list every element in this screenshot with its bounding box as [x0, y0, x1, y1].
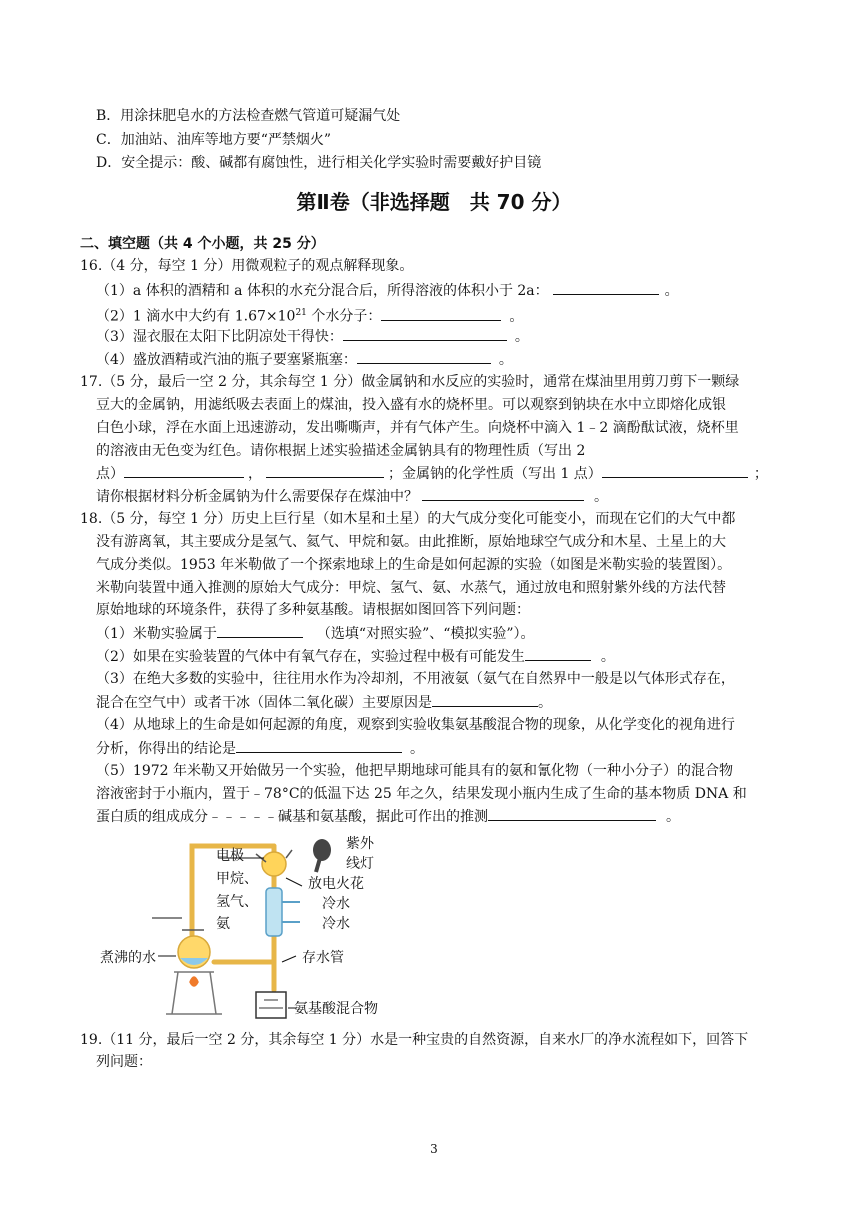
- q19-line-2: 列问题：: [96, 1054, 152, 1070]
- q17-line-5-c: ；金属钠的化学性质（写出 1 点）: [388, 466, 602, 482]
- q16-sub3: [96, 326, 529, 347]
- q18-sub1-text-b: （选填“对照实验”、“模拟实验”）。: [316, 626, 535, 642]
- q18-answer-blank-3[interactable]: [432, 692, 538, 707]
- label-cold-water-2: 冷水: [322, 916, 350, 932]
- q18-line-5: 原始地球的环境条件，获得了多种氨基酸。请根据如图回答下列问题：: [96, 602, 530, 618]
- q18-sub2-text: （2）如果在实验装置的气体中有氧气存在，实验过程中极有可能发生: [96, 649, 525, 665]
- option-d: D．安全提示：酸、碱都有腐蚀性，进行相关化学实验时需要戴好护目镜: [96, 155, 542, 171]
- q16-sub4-text: （4）盛放酒精或汽油的瓶子要塞紧瓶塞：: [96, 352, 357, 368]
- period-mark: 。: [594, 489, 608, 505]
- section-title: 第Ⅱ卷（非选择题 共 70 分）: [296, 190, 572, 214]
- q18-line-4: 米勒向装置中通入推测的原始大气成分：甲烷、氢气、氨、水蒸气，通过放电和照射紫外线的方法代替: [96, 580, 726, 596]
- part2-heading: 二、填空题（共 4 个小题，共 25 分）: [80, 236, 325, 252]
- q17-answer-blank-4[interactable]: [422, 486, 584, 501]
- q18-sub4-text: 分析，你得出的结论是: [96, 741, 236, 757]
- burner-stand: [166, 972, 222, 1014]
- q16-answer-blank-2[interactable]: [381, 306, 501, 321]
- label-ammonia: 氨: [216, 916, 230, 932]
- q18-answer-blank-5[interactable]: [488, 806, 656, 821]
- q16-answer-blank-3[interactable]: [343, 326, 507, 341]
- label-cold-water-1: 冷水: [322, 896, 350, 912]
- q16-sub3-text: （3）湿衣服在太阳下比阴凉处干得快：: [96, 329, 343, 345]
- label-boiling-water: 煮沸的水: [100, 950, 156, 966]
- q16-sub2-exponent: 21: [295, 308, 307, 318]
- condenser: [266, 888, 300, 936]
- label-methane: 甲烷、: [216, 871, 258, 887]
- q17-answer-blank-2[interactable]: [266, 463, 384, 478]
- q16-sub2-text-b: 个水分子：: [306, 308, 382, 325]
- page-number: 3: [430, 1142, 438, 1156]
- q18-sub3-text: 混合在空气中）或者干冰（固体二氧化碳）主要原因是: [96, 695, 432, 711]
- q17-line-2: 豆大的金属钠，用滤纸吸去表面上的煤油，投入盛有水的烧杯里。可以观察到钠块在水中立即熔化成银: [96, 397, 726, 413]
- q17-answer-blank-3[interactable]: [602, 463, 748, 478]
- period-mark: 。: [538, 695, 552, 711]
- label-amino-acid-mixture: 氨基酸混合物: [294, 1001, 378, 1017]
- q16-answer-blank-1[interactable]: [553, 280, 659, 295]
- collection-beaker: [256, 992, 286, 1018]
- q16-stem: 16.（4 分，每空 1 分）用微观粒子的观点解释现象。: [80, 258, 414, 274]
- label-electrode: 电极: [216, 848, 244, 864]
- q16-sub4: [96, 349, 513, 370]
- label-uv-1: 紫外: [346, 836, 374, 852]
- period-mark: 。: [410, 741, 424, 757]
- q18-sub5-line-1: （5）1972 年米勒又开始做另一个实验，他把早期地球可能具有的氨和氰化物（一种小分子）的混合物: [96, 763, 733, 779]
- label-uv-2: 线灯: [346, 856, 374, 872]
- option-b: B．用涂抹肥皂水的方法检查燃气管道可疑漏气处: [96, 108, 401, 124]
- q17-line-1: 17.（5 分，最后一空 2 分，其余每空 1 分）做金属钠和水反应的实验时，通常在煤油里用剪刀剪下一颗绿: [80, 374, 740, 390]
- label-storage-tube: 存水管: [302, 950, 344, 966]
- q18-sub1-text-a: （1）米勒实验属于: [96, 626, 217, 642]
- boiling-flask: [178, 930, 210, 968]
- q17-line-3: 白色小球，浮在水面上迅速游动，发出嘶嘶声，并有气体产生。向烧杯中滴入 1﹣2 滴酚酞试液，烧杯里: [96, 420, 739, 436]
- q18-answer-blank-4[interactable]: [236, 738, 402, 753]
- q18-sub5-text: 蛋白质的组成成分﹣﹣﹣﹣﹣碱基和氨基酸，据此可作出的推测: [96, 809, 488, 825]
- q17-line-5-b: ，: [248, 466, 262, 482]
- q16-sub1: [96, 280, 679, 301]
- period-mark: 。: [509, 308, 524, 325]
- period-mark: 。: [514, 329, 529, 345]
- q17-line-4: 的溶液由无色变为红色。请你根据上述实验描述金属钠具有的物理性质（写出 2: [96, 443, 586, 459]
- q18-sub2: [96, 646, 615, 667]
- q18-line-2: 没有游离氧，其主要成分是氢气、氦气、甲烷和氨。由此推断，原始地球空气成分和木星、土星上的大: [96, 534, 726, 550]
- miller-experiment-diagram: [96, 832, 396, 1022]
- q17-line-5-a: 点）: [96, 466, 124, 482]
- q17-answer-blank-1[interactable]: [124, 463, 244, 478]
- q18-line-1: 18.（5 分，每空 1 分）历史上巨行星（如木星和土星）的大气成分变化可能变小，而现在它们的大气中都: [80, 511, 736, 527]
- period-mark: 。: [498, 352, 513, 368]
- label-hydrogen: 氢气、: [216, 894, 258, 910]
- option-c: C．加油站、油库等地方要“严禁烟火”: [96, 132, 332, 148]
- q18-sub4-line-2: [96, 738, 424, 759]
- q17-line-5-d: ；: [753, 466, 768, 482]
- q18-answer-blank-1[interactable]: [217, 623, 303, 638]
- period-mark: 。: [600, 649, 615, 665]
- period-mark: 。: [664, 283, 679, 299]
- q18-sub5-line-3: [96, 806, 680, 827]
- period-mark: 。: [666, 809, 680, 825]
- label-spark: 放电火花: [308, 876, 364, 892]
- q18-sub1: [96, 623, 535, 644]
- q18-sub3-line-1: （3）在绝大多数的实验中，往往用水作为冷却剂，不用液氨（氨气在自然界中一般是以气体形式存在，: [96, 671, 735, 687]
- q16-answer-blank-4[interactable]: [357, 349, 491, 364]
- flask-electrodes: [256, 850, 292, 876]
- q16-sub1-text: （1）a 体积的酒精和 a 体积的水充分混合后，所得溶液的体积小于 2a：: [96, 283, 549, 299]
- q17-line-6-text: 请你根据材料分析金属钠为什么需要保存在煤油中？: [96, 489, 418, 505]
- q18-answer-blank-2[interactable]: [525, 646, 591, 661]
- q17-line-6: [96, 486, 608, 507]
- q18-line-3: 气成分类似。1953 年米勒做了一个探索地球上的生命是如何起源的实验（如图是米勒实验的装置图）。: [96, 557, 732, 573]
- q16-sub2: [96, 303, 523, 327]
- q16-sub2-text-a: （2）1 滴水中大约有 1.67×10: [96, 308, 296, 325]
- q18-sub5-line-2: 溶液密封于小瓶内，置于﹣78°C的低温下达 25 年之久，结果发现小瓶内生成了生命的基本物质 DNA 和: [96, 786, 747, 802]
- q18-sub4-line-1: （4）从地球上的生命是如何起源的角度，观察到实验收集氨基酸混合物的现象，从化学变化的视角进行: [96, 717, 735, 733]
- uv-lamp-icon: [313, 839, 331, 872]
- q17-line-5: [96, 463, 768, 484]
- q18-sub3-line-2: [96, 692, 552, 713]
- q19-line-1: 19.（11 分，最后一空 2 分，其余每空 1 分）水是一种宝贵的自然资源，自来水厂的净水流程如下，回答下: [80, 1032, 749, 1048]
